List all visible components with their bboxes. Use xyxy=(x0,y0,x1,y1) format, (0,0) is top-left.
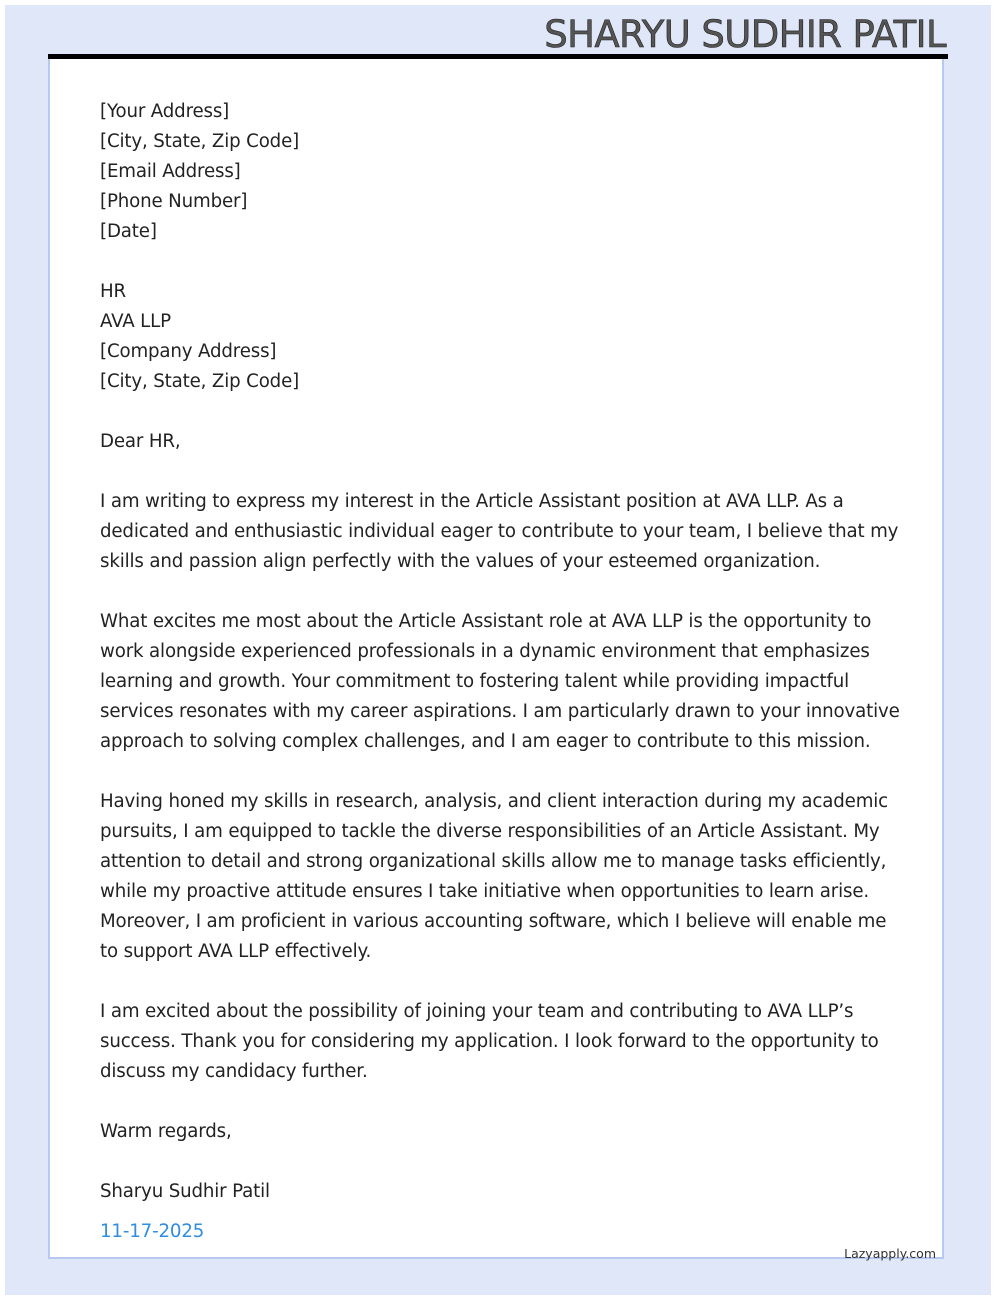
applicant-name-heading: SHARYU SUDHIR PATIL xyxy=(544,13,946,56)
paragraph-line: What excites me most about the Article Assistant role at AVA LLP is the opportunity to xyxy=(100,611,872,632)
body-paragraph-3 xyxy=(100,787,900,967)
paragraph-line: dedicated and enthusiastic individual eager to contribute to your team, I believe that my xyxy=(100,521,899,542)
paragraph-line: services resonates with my career aspirations. I am particularly drawn to your innovative xyxy=(100,701,900,722)
watermark-text: Lazyapply.com xyxy=(844,1246,936,1261)
closing: Warm regards, xyxy=(100,1121,232,1142)
body-paragraph-4 xyxy=(100,997,900,1087)
paragraph-line: skills and passion align perfectly with the values of your esteemed organization. xyxy=(100,551,821,572)
recipient-city-line: [City, State, Zip Code] xyxy=(100,371,300,392)
paragraph-line: work alongside experienced professionals in a dynamic environment that emphasizes xyxy=(100,641,870,662)
paragraph-line: approach to solving complex challenges, and I am eager to contribute to this mission. xyxy=(100,731,871,752)
letter-body xyxy=(100,97,900,1247)
letter-date: 11-17-2025 xyxy=(100,1221,205,1242)
paragraph-line: success. Thank you for considering my application. I look forward to the opportunity to xyxy=(100,1031,879,1052)
paragraph-line: while my proactive attitude ensures I take initiative when opportunities to learn arise. xyxy=(100,881,869,902)
sender-phone-line: [Phone Number] xyxy=(100,191,248,212)
paragraph-line: I am writing to express my interest in the Article Assistant position at AVA LLP. As a xyxy=(100,491,844,512)
sender-address-block xyxy=(100,97,900,247)
sender-date-line: [Date] xyxy=(100,221,157,242)
recipient-address-block xyxy=(100,277,900,397)
body-paragraph-1 xyxy=(100,487,900,577)
paragraph-line: I am excited about the possibility of joining your team and contributing to AVA LLP’s xyxy=(100,1001,854,1022)
paragraph-line: Having honed my skills in research, analysis, and client interaction during my academic xyxy=(100,791,889,812)
body-paragraph-2 xyxy=(100,607,900,757)
paragraph-line: learning and growth. Your commitment to fostering talent while providing impactful xyxy=(100,671,849,692)
recipient-address-line: [Company Address] xyxy=(100,341,277,362)
paragraph-line: to support AVA LLP effectively. xyxy=(100,941,372,962)
sender-city-line: [City, State, Zip Code] xyxy=(100,131,300,152)
sender-address-line: [Your Address] xyxy=(100,101,230,122)
paragraph-line: discuss my candidacy further. xyxy=(100,1061,368,1082)
signature-name: Sharyu Sudhir Patil xyxy=(100,1181,270,1202)
sender-email-line: [Email Address] xyxy=(100,161,241,182)
paragraph-line: attention to detail and strong organizational skills allow me to manage tasks efficiently, xyxy=(100,851,887,872)
salutation: Dear HR, xyxy=(100,431,181,452)
paragraph-line: Moreover, I am proficient in various accounting software, which I believe will enable me xyxy=(100,911,887,932)
paragraph-line: pursuits, I am equipped to tackle the diverse responsibilities of an Article Assistant. My xyxy=(100,821,880,842)
recipient-company-line: AVA LLP xyxy=(100,311,171,332)
recipient-line: HR xyxy=(100,281,127,302)
